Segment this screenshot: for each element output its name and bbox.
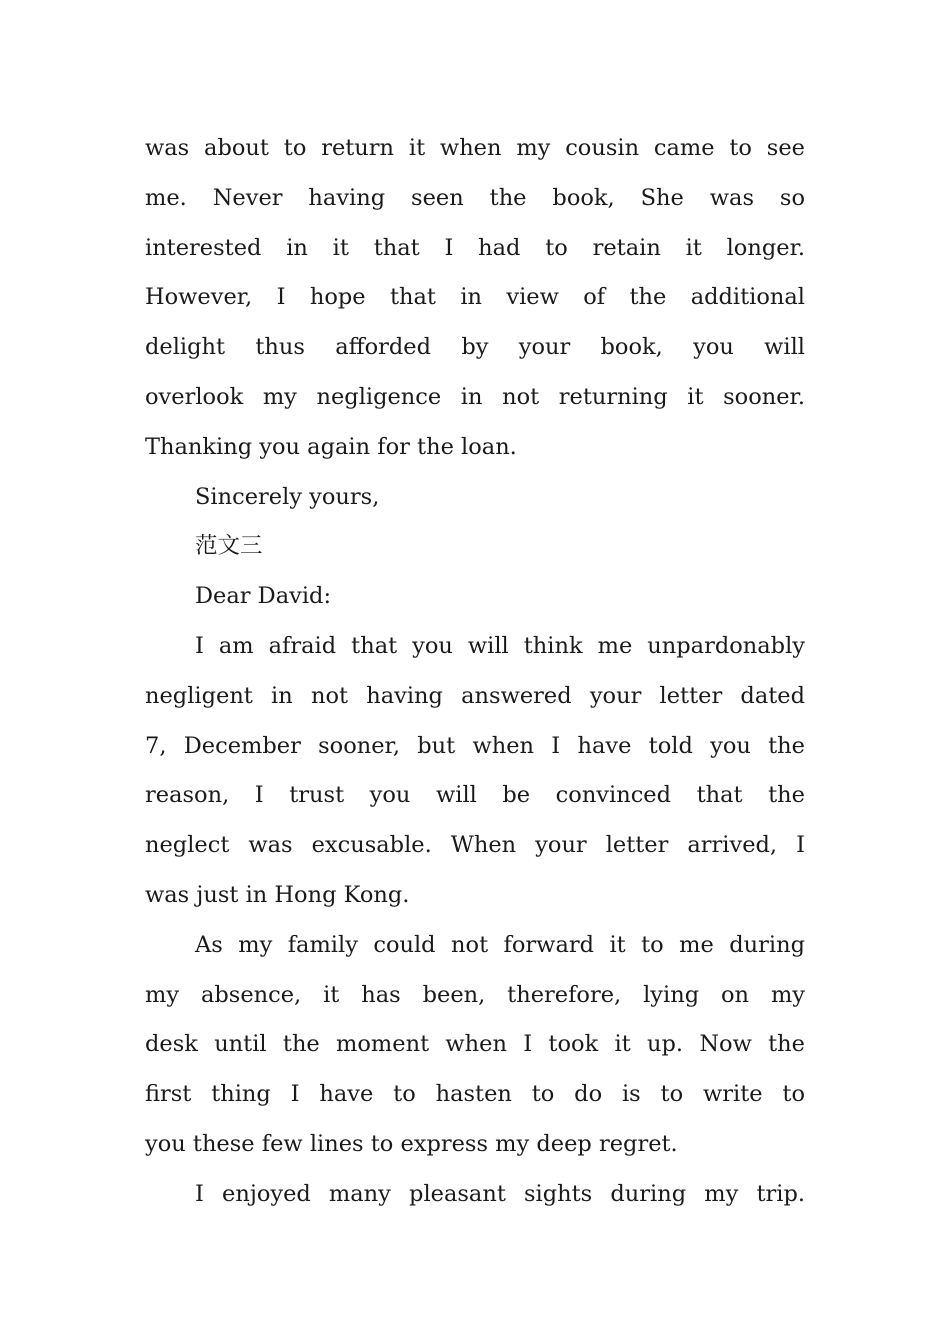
text-line: interested in it that I had to retain it longer.: [145, 234, 805, 261]
section-heading: 范文三: [195, 533, 263, 560]
text-line: I am afraid that you will think me unpardonably: [195, 632, 805, 659]
text-line: first thing I have to hasten to do is to write to: [145, 1081, 805, 1108]
text-line: I enjoyed many pleasant sights during my trip.: [195, 1180, 805, 1207]
text-line: reason, I trust you will be convinced that the: [145, 782, 805, 809]
letter-body: [145, 124, 805, 1220]
text-line: me. Never having seen the book, She was so: [145, 184, 805, 211]
text-line: you these few lines to express my deep regret.: [145, 1130, 678, 1157]
text-line: overlook my negligence in not returning it sooner.: [145, 383, 805, 410]
text-line: neglect was excusable. When your letter arrived, I: [145, 832, 805, 859]
text-line: negligent in not having answered your letter dated: [145, 682, 805, 709]
text-line: desk until the moment when I took it up. Now the: [145, 1031, 805, 1058]
text-line: delight thus afforded by your book, you will: [145, 334, 805, 361]
closing-line: Sincerely yours,: [195, 483, 380, 510]
text-line: However, I hope that in view of the additional: [145, 284, 805, 311]
text-line: As my family could not forward it to me during: [195, 931, 805, 958]
text-line: was just in Hong Kong.: [145, 881, 410, 908]
salutation: Dear David:: [195, 583, 332, 610]
text-line: 7, December sooner, but when I have told you the: [145, 732, 805, 759]
text-line: Thanking you again for the loan.: [145, 433, 517, 460]
text-line: my absence, it has been, therefore, lying on my: [145, 981, 805, 1008]
text-line: was about to return it when my cousin came to see: [145, 135, 805, 161]
